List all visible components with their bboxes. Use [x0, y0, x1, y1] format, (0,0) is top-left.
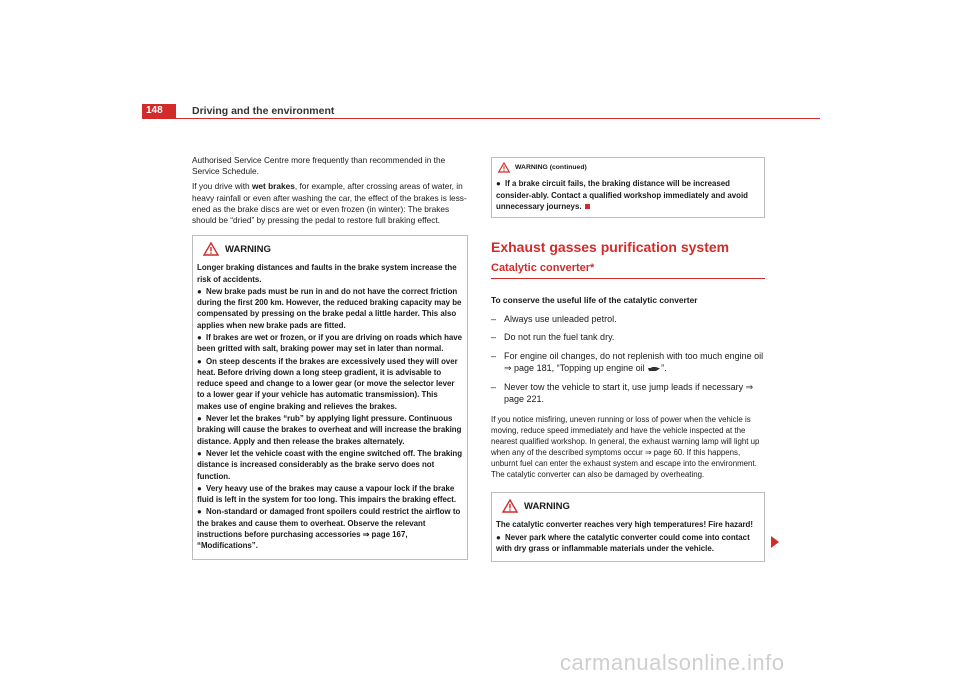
warning-bullet	[197, 286, 463, 331]
list-item-text: Always use unleaded petrol.	[504, 313, 617, 324]
list-item	[491, 350, 765, 375]
list-item-text: Do not run the fuel tank dry.	[504, 332, 615, 343]
warning-continued-title: WARNING (continued)	[515, 164, 587, 171]
warning-intro: Longer braking distances and faults in the brake system increase the risk of accidents.	[197, 263, 457, 284]
warning-bullet	[197, 413, 463, 447]
section-title: Exhaust gasses purification system	[491, 239, 730, 256]
list-item	[491, 331, 765, 344]
paragraph-misfiring: If you notice misfiring, uneven running or loss of power when the vehicle is moving, reduce speed immediately and have the vehicle inspected at the nearest qualified workshop. In general, the exhaust warning lamp will light up when any of the described symptoms occur ⇒ page 60. If this happens, unburnt fuel can enter the exhaust system and escape into the environment. The catalytic converter can also be damaged by overheating.	[491, 414, 760, 480]
paragraph-wet-brakes	[192, 181, 468, 226]
text-fragment: ”.	[661, 363, 667, 374]
warning-title: WARNING	[524, 500, 570, 512]
warning-header	[502, 499, 760, 513]
list-item	[491, 381, 765, 406]
oil-can-icon	[647, 365, 661, 372]
watermark: carmanualsonline.info	[560, 650, 785, 675]
warning-triangle-icon	[203, 242, 219, 256]
bullet-icon: ●	[496, 532, 501, 542]
bullet-text: If brakes are wet or frozen, or if you are driving on roads which have been gritted with salt, braking power may set in later than normal.	[197, 333, 463, 354]
warning-triangle-icon	[502, 499, 518, 513]
subsection-title: Catalytic converter*	[491, 263, 765, 278]
warning-bullet	[197, 483, 463, 506]
bullet-text: Never let the vehicle coast with the engine switched off. The braking distance is increased considerably as the brake servo does not function.	[197, 448, 463, 481]
warning-intro: The catalytic converter reaches very high temperatures! Fire hazard!	[496, 520, 753, 530]
warning-bullet	[197, 448, 463, 482]
paragraph-service: Authorised Service Centre more frequently than recommended in the Service Schedule.	[192, 155, 446, 177]
bullet-icon: ●	[197, 356, 202, 366]
bullet-text: Never park where the catalytic converter could come into contact with dry grass or inflammable materials under the vehicle.	[496, 532, 750, 553]
header-rule	[142, 118, 820, 119]
list-item	[491, 313, 765, 326]
warning-triangle-icon	[498, 162, 510, 173]
warning-body	[496, 178, 760, 212]
warning-title: WARNING	[225, 243, 271, 255]
dash-icon: –	[491, 381, 497, 392]
right-column	[491, 157, 765, 562]
warning-bullet	[197, 332, 463, 355]
bullet-icon: ●	[197, 414, 202, 424]
warning-body	[496, 519, 760, 554]
list-item-text	[504, 350, 765, 375]
text-fragment: If you drive with	[192, 181, 252, 192]
next-page-arrow-icon	[771, 536, 779, 548]
bullet-icon: ●	[197, 448, 202, 458]
text-fragment: For engine oil changes, do not replenish with too much engine oil ⇒ page 181, “Topping up engine oil	[504, 350, 764, 374]
instruction-lead: To conserve the useful life of the catalytic converter	[491, 294, 698, 305]
chapter-title: Driving and the environment	[192, 105, 335, 117]
left-column	[192, 155, 468, 560]
end-of-section-icon	[585, 204, 590, 209]
warning-body	[197, 262, 463, 551]
dash-icon: –	[491, 332, 497, 343]
page-number: 148	[146, 105, 163, 116]
text-fragment: , for example, after crossing areas of water, in heavy rainfall or even after washing the car, the effect of the brakes is less-ened as the brake discs are wet or even frozen (in winter): The brakes should be “dried” by pressing the pedal to restore full braking effect.	[192, 181, 467, 226]
bullet-icon: ●	[496, 179, 501, 189]
list-item-text: Never tow the vehicle to start it, use jump leads if necessary ⇒ page 221.	[504, 381, 754, 405]
bullet-text: New brake pads must be run in and do not have the correct friction during the first 200 km. However, the reduced braking capacity may be compensated by pressing on the brake pedal a little harder. This also applies when new brake pads are fitted.	[197, 286, 462, 330]
warning-bullet	[496, 178, 760, 212]
warning-bullet	[496, 532, 760, 555]
bullet-text: Very heavy use of the brakes may cause a vapour lock if the brake fluid is left in the system for too long. This impairs the braking effect.	[197, 483, 457, 505]
bullet-text: If a brake circuit fails, the braking distance will be increased consider-ably. Contact a qualified workshop immediately and avoid unnecessary journeys.	[496, 179, 748, 211]
warning-box-catalytic	[491, 492, 765, 562]
bold-term: wet brakes	[251, 181, 295, 192]
bullet-icon: ●	[197, 507, 202, 517]
bullet-text: Non-standard or damaged front spoilers could restrict the airflow to the brakes and cause them to overheat. Observe the relevant instructions before purchasing accessories ⇒ page 167, “Modifications”.	[197, 507, 461, 551]
bullet-icon: ●	[197, 333, 202, 342]
warning-bullet	[197, 356, 463, 412]
bullet-icon: ●	[197, 483, 202, 493]
dash-icon: –	[491, 350, 497, 361]
bullet-text: Never let the brakes “rub” by applying light pressure. Continuous braking will cause the brakes to overheat and will increase the braking distance. Apply and then release the brakes alternately.	[197, 414, 462, 446]
warning-box-brakes	[192, 235, 468, 559]
warning-continued-header	[498, 162, 760, 173]
dash-icon: –	[491, 313, 497, 324]
bullet-text: On steep descents if the brakes are excessively used they will over heat. Before driving down a long steep gradient, it is advisable to reduce speed and change to a lower gear (or move the selector lever to a lower gear if your vehicle has automatic transmission). This makes use of engine braking and relieves the brakes.	[197, 356, 458, 411]
bullet-icon: ●	[197, 286, 202, 296]
warning-box-continued	[491, 157, 765, 218]
warning-header	[203, 242, 463, 256]
warning-bullet	[197, 506, 463, 551]
